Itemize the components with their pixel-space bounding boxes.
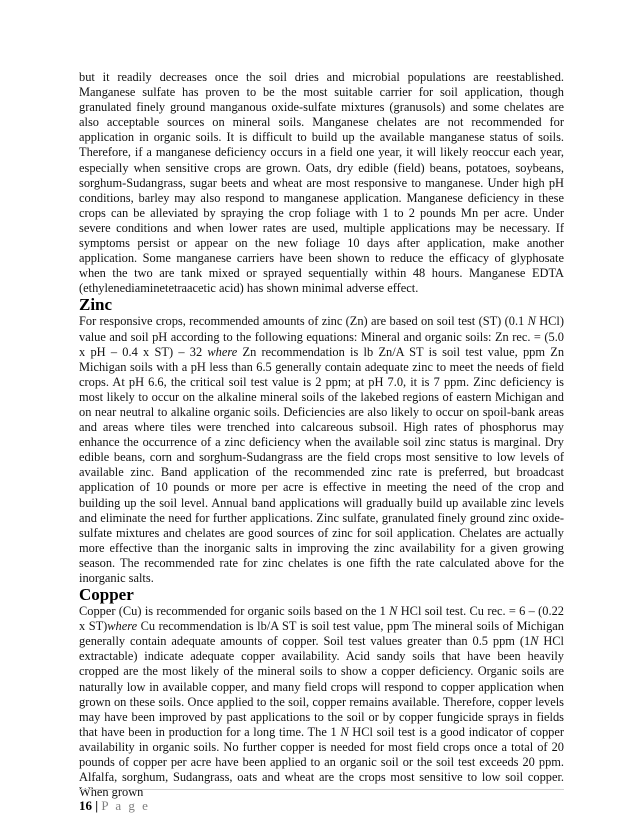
- zinc-text-1: For responsive crops, recommended amounts of zinc (Zn) are based on soil test (ST) (0.1: [79, 314, 528, 329]
- copper-normality-1: N: [389, 604, 398, 619]
- page-number: 16: [79, 798, 92, 813]
- page-label: P a g e: [101, 798, 150, 813]
- page-content: [79, 70, 564, 800]
- zinc-heading: Zinc: [79, 295, 113, 315]
- copper-heading: Copper: [79, 585, 134, 605]
- copper-text-4: HCl extractable) indicate adequate copper availability. Acid sandy soils that have been heavily cropped are the most likely of the mineral soils to show a copper deficiency. Organic soils are naturally low in available copper, and many field crops will respond to copper application when grown on these soils. Once applied to the soil, copper remains available. Therefore, copper levels may have been improved by past applications to the soil or by copper fungicide sprays in fields that have been in production for a long time. The 1: [79, 634, 564, 739]
- copper-where: where: [107, 619, 138, 634]
- copper-text-1: Copper (Cu) is recommended for organic soils based on the 1: [79, 604, 390, 619]
- manganese-paragraph: but it readily decreases once the soil dries and microbial populations are reestablished. Manganese sulfate has proven to be the most suitable carrier for soil application, though granulated finely ground manganous oxide-sulfate mixtures (granusols) and some chelates are also acceptable sources on mineral soils. Manganese chelates are not recommended for application in organic soils. It is difficult to build up the available manganese status of soils. Therefore, if a manganese deficiency occurs in a field one year, it will likely reoccur each year, especially when sensitive crops are grown. Oats, dry edible (field) beans, potatoes, soybeans, sorghum-Sudangrass, sugar beets and wheat are most responsive to manganese. Under high pH conditions, barley may also respond to manganese application. Manganese deficiency in these crops can be alleviated by spraying the crop foliage with 1 to 2 pounds Mn per acre. Under severe conditions and when lower rates are used, multiple applications may be necessary. If symptoms persist or appear on the new foliage 10 days after application, make another application. Some manganese carriers have been shown to reduce the efficacy of glyphosate when the two are tank mixed or sprayed sequentially within 48 hours. Manganese EDTA (ethylenediaminetetraacetic acid) has shown minimal adverse effect.: [79, 70, 564, 296]
- copper-text-2: HCl soil test. Cu rec. = 6 – (0.22 x ST): [79, 604, 564, 634]
- zinc-text-3: Zn recommendation is lb Zn/A ST is soil test value, ppm Zn Michigan soils with a pH less than 6.5 generally contain adequate zinc to meet the needs of field crops. At pH 6.6, the critical soil test value is 2 ppm; at pH 7.0, it is 7 ppm. Zinc deficiency is most likely to occur on the alkaline mineral soils of the lakebed regions of eastern Michigan and on near neutral to alkaline organic soils. Deficiencies are also likely to occur on spoil-bank areas and areas where tiles were trenched into calcareous subsoil. High rates of phosphorus may enhance the occurrence of a zinc deficiency when the available soil zinc status is marginal. Dry edible beans, corn and sorghum-Sudangrass are the field crops most sensitive to low levels of available zinc. Band application of the recommended zinc rate is preferred, but broadcast application of 10 pounds or more per acre is effective in meeting the need of the crop and building up the soil level. Annual band applications will gradually build up available zinc levels and eliminate the need for further applications. Zinc sulfate, granulated finely ground zinc oxide-sulfate mixtures and chelates are good sources of zinc for soil application. Chelates are actually more effective than the inorganic salts in improving the zinc availability for a given growing season. The recommended rate for zinc chelates is one fifth the rate calculated above for the inorganic salts.: [79, 344, 565, 585]
- copper-paragraph: [79, 604, 564, 800]
- zinc-text-2: HCl) value and soil pH according to the following equations: Mineral and organic soils: Zn rec. = (5.0 x pH – 0.4 x ST) – 32: [79, 314, 564, 359]
- zinc-normality: N: [527, 314, 536, 329]
- footer-separator: |: [92, 798, 102, 813]
- copper-normality-2: N: [530, 634, 539, 649]
- copper-text-5: HCl soil test is a good indicator of copper availability in organic soils. No further copper is needed for most field crops once a total of 20 pounds of copper per acre have been applied to an organic soil or the soil test exceeds 20 ppm. Alfalfa, sorghum, Sudangrass, oats and wheat are the crops most sensitive to low soil copper. When grown: [79, 724, 564, 800]
- copper-normality-3: N: [340, 724, 349, 739]
- copper-text-3: Cu recommendation is lb/A ST is soil test value, ppm The mineral soils of Michigan generally contain adequate amounts of copper. Soil test values greater than 0.5 ppm (1: [79, 619, 564, 649]
- zinc-paragraph: [79, 314, 564, 586]
- page-footer: [79, 789, 564, 818]
- zinc-where: where: [207, 344, 238, 359]
